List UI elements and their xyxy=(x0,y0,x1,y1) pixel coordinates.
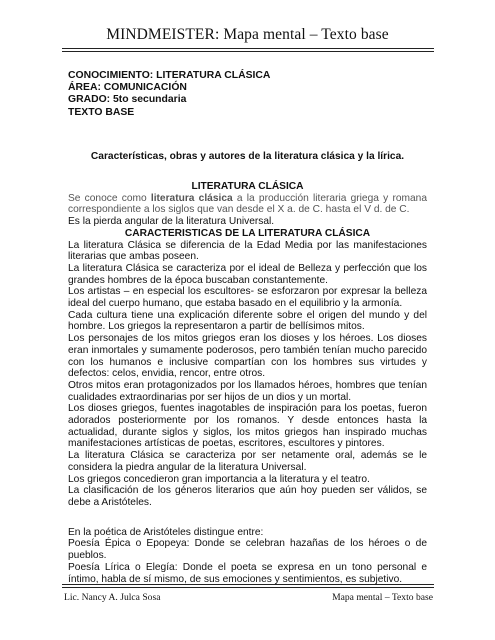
section-heading-literatura-clasica: LITERATURA CLÁSICA xyxy=(191,181,304,192)
poetics-item-epica: Poesía Épica o Epopeya: Donde se celebran hazañas de los héroes o de pueblos. xyxy=(68,538,427,562)
body-paragraph: La clasificación de los géneros literarios que aún hoy pueden ser válidos, se debe a Aristóteles. xyxy=(68,485,427,508)
body-paragraph: Los dioses griegos, fuentes inagotables de inspiración para los poetas, fueron adorados posteriormente por los romanos. Y desde entonces hasta la actualidad, durante siglos y siglos, los mitos griegos han inspirado muchas manifestaciones artísticas de poetas, escritores, escultores y pintores. xyxy=(68,403,427,450)
section-heading-caracteristicas: CARACTERISTICAS DE LA LITERATURA CLÁSICA xyxy=(124,227,371,239)
body-paragraph: Los personajes de los mitos griegos eran los dioses y los héroes. Los dioses eran inmortales y sumamente poderosos, pero también tenían mucho parecido con los humanos e inclusive compartían con los hombres sus virtudes y defectos: celos, envidia, rencor, entre otros. xyxy=(68,333,427,380)
intro-text-bold: literatura clásica xyxy=(150,192,233,204)
body-paragraph: Los artistas – en especial los escultores- se esforzaron por expresar la belleza ideal del cuerpo humano, que estaba basado en el equilibrio y la armonía. xyxy=(68,286,427,310)
intro-text-pre: Se conoce como xyxy=(68,192,151,204)
meta-type: TEXTO BASE xyxy=(68,106,135,118)
footer-divider xyxy=(62,584,434,588)
footer-author: Lic. Nancy A. Julca Sosa xyxy=(64,592,161,603)
page-header-title: MINDMEISTER: Mapa mental – Texto base xyxy=(106,26,389,43)
intro-paragraph-end: Es la pierda angular de la literatura Universal. xyxy=(68,216,275,228)
header-divider xyxy=(62,48,434,52)
body-paragraph: La literatura Clásica se caracteriza por ser netamente oral, además se le considera la piedra angular de la literatura Universal. xyxy=(68,450,427,473)
document-meta xyxy=(68,70,270,119)
body-paragraph: Los griegos concedieron gran importancia a la literatura y el teatro. xyxy=(68,473,370,485)
footer-doc-title: Mapa mental – Texto base xyxy=(332,592,433,603)
meta-area: ÁREA: COMUNICACIÓN xyxy=(68,82,187,94)
body-paragraph: Cada cultura tiene una explicación diferente sobre el origen del mundo y del hombre. Los griegos la representaron a partir de bellísimos mitos. xyxy=(68,309,427,333)
meta-topic: CONOCIMIENTO: LITERATURA CLÁSICA xyxy=(68,70,271,81)
intro-text-post: a la producción literaria griega y romana correspondiente a los siglos que van desde el X a. de C. hasta el V d. de C. xyxy=(68,192,427,216)
body-paragraph: La literatura Clásica se caracteriza por el ideal de Belleza y perfección que los grandes hombres de la época buscaban constantemente. xyxy=(68,262,427,286)
paragraph-spacer xyxy=(68,509,427,527)
poetics-item-lirica: Poesía Lírica o Elegía: Donde el poeta se expresa en un tono personal e íntimo, habla de sí mismo, de sus emociones y sentimientos, es subjetivo. xyxy=(68,561,427,585)
body-paragraph: La literatura Clásica se diferencia de la Edad Media por las manifestaciones literarias que ambas poseen. xyxy=(68,239,427,263)
document-body xyxy=(68,181,427,585)
body-paragraph: Otros mitos eran protagonizados por los llamados héroes, hombres que tenían cualidades extraordinarias por ser hijos de un dios y un mortal. xyxy=(68,379,427,403)
poetics-intro: En la poética de Aristóteles distingue entre: xyxy=(68,526,264,538)
document-subject: Características, obras y autores de la literatura clásica y la lírica. xyxy=(90,151,405,162)
intro-paragraph xyxy=(68,193,427,216)
meta-grade: GRADO: 5to secundaria xyxy=(68,94,187,106)
